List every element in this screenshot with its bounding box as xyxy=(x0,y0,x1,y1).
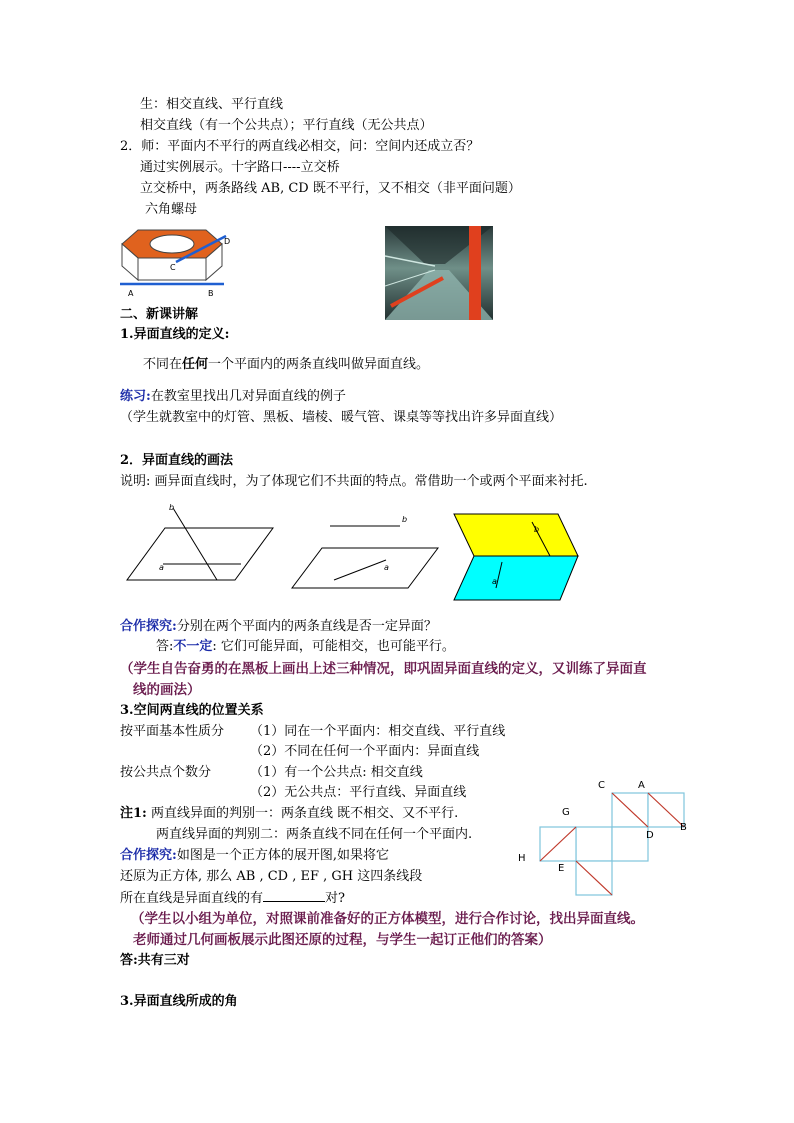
coop1-note-1: （学生自告奋勇的在黑板上画出上述三种情况，即巩固异面直线的定义，又训练了异面直 xyxy=(120,661,647,677)
svg-text:b: b xyxy=(402,515,408,524)
cube-label-d: D xyxy=(646,830,654,841)
hex-nut-figure xyxy=(118,222,238,302)
intro-line-1: 生：相交直线、平行直线 xyxy=(140,97,284,112)
svg-text:a: a xyxy=(492,577,497,586)
drawing-title: 2．异面直线的画法 xyxy=(120,453,234,468)
definition-emphasis: 任何 xyxy=(182,357,209,372)
intro-line-6: 六角螺母 xyxy=(145,202,198,217)
coop1-note-2: 线的画法） xyxy=(133,682,201,698)
coop2-note-1: （学生以小组为单位，对照课前准备好的正方体模型，进行合作讨论，找出异面直线。 xyxy=(131,911,644,927)
relation-r1-label: 按平面基本性质分 xyxy=(120,724,225,739)
cube-label-h: H xyxy=(518,853,526,864)
coop1-label: 合作探究: xyxy=(120,619,177,634)
coop1-answer-line: 答:不一定: 它们可能异面，可能相交，也可能平行。 xyxy=(156,639,455,654)
definition-text: 不同在任何一个平面内的两条直线叫做异面直线。 xyxy=(143,357,430,372)
skew-figure-3 xyxy=(452,512,584,606)
svg-text:b: b xyxy=(169,503,175,512)
relation-title: 3.空间两直线的位置关系 xyxy=(120,703,264,718)
cube-label-a: A xyxy=(638,780,645,791)
svg-text:b: b xyxy=(534,525,540,534)
cube-label-b: B xyxy=(680,822,687,833)
coop1-answer-emphasis: 不一定 xyxy=(173,639,213,654)
answer-blank xyxy=(263,889,325,902)
relation-r1-item1: （1）同在一个平面内：相交直线、平行直线 xyxy=(250,724,506,739)
drawing-explain: 说明: 画异面直线时，为了体现它们不共面的特点。常借助一个或两个平面来衬托. xyxy=(120,474,588,489)
skew-figure-1 xyxy=(125,500,275,582)
section-heading: 二、新课讲解 xyxy=(120,307,199,322)
subway-photo xyxy=(385,226,493,320)
coop2-note-2: 老师通过几何画板展示此图还原的过程，与学生一起订正他们的答案） xyxy=(133,932,552,948)
coop2-q1-line: 合作探究:如图是一个正方体的展开图,如果将它 xyxy=(120,848,389,863)
intro-line-3: 2．师：平面内不平行的两直线必相交，问：空间内还成立否？ xyxy=(120,139,480,154)
svg-text:a: a xyxy=(384,563,389,572)
intro-line-2: 相交直线（有一个公共点）；平行直线（无公共点） xyxy=(140,118,433,133)
coop1-question-line: 合作探究:分别在两个平面内的两条直线是否一定异面？ xyxy=(120,619,437,634)
intro-line-5: 立交桥中，两条路线 AB, CD 既不平行，又不相交（非平面问题） xyxy=(140,181,521,196)
cube-net-figure xyxy=(512,775,698,900)
relation-r2-label: 按公共点个数分 xyxy=(120,765,212,780)
coop2-label: 合作探究: xyxy=(120,848,177,863)
nut-label-b: B xyxy=(208,289,214,298)
nut-label-d: D xyxy=(224,237,231,246)
cube-label-g: G xyxy=(562,807,570,818)
coop2-q3: 所在直线是异面直线的有 对? xyxy=(120,891,345,906)
nut-hole xyxy=(150,235,194,253)
relation-r2-item1: （1）有一个公共点: 相交直线 xyxy=(250,765,423,780)
cube-label-e: E xyxy=(558,863,565,874)
relation-r2-item2: （2）无公共点：平行直线、异面直线 xyxy=(250,785,467,800)
intro-line-4: 通过实例展示。十字路口----立交桥 xyxy=(140,160,340,175)
practice-label: 练习: xyxy=(120,389,151,404)
note-label: 注1: xyxy=(120,806,147,821)
coop2-answer: 答:共有三对 xyxy=(120,953,190,968)
skew-figure-2 xyxy=(290,508,440,590)
practice-line: 练习:在教室里找出几对异面直线的例子 xyxy=(120,389,346,404)
angle-title: 3.异面直线所成的角 xyxy=(120,994,238,1009)
relation-note-2: 两直线异面的判别二：两条直线不同在任何一个平面内. xyxy=(156,827,473,842)
nut-label-a: A xyxy=(128,289,134,298)
relation-r1-item2: （2）不同在任何一个平面内：异面直线 xyxy=(250,744,480,759)
practice-note: （学生就教室中的灯管、黑板、墙棱、暖气管、课桌等等找出许多异面直线） xyxy=(120,410,563,425)
relation-note-1: 注1: 两直线异面的判别一：两条直线 既不相交、又不平行. xyxy=(120,806,459,821)
definition-title: 1.异面直线的定义: xyxy=(120,327,230,342)
svg-text:a: a xyxy=(159,563,164,572)
cube-label-c: C xyxy=(598,780,605,791)
nut-label-c: C xyxy=(170,263,176,272)
coop2-q2: 还原为正方体, 那么 AB , CD , EF , GH 这四条线段 xyxy=(120,869,423,884)
